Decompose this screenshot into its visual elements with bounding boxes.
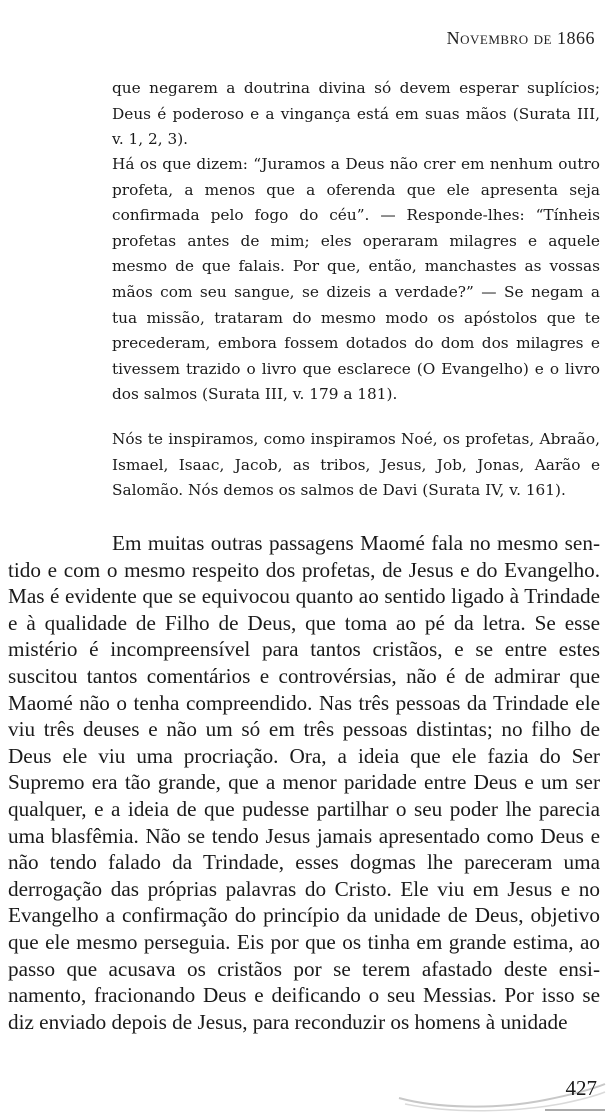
quote-paragraph: Há os que dizem: “Juramos a Deus não crer em nenhum outro profeta, a menos que a oferenda que ele apresenta seja confirmada pelo fogo do céu”. — Responde-lhes: “Tínheis profetas antes de mim; eles operaram milagres e aquele mesmo de que falais. Por que, então, manchastes as vossas mãos com seu sangue, se dizeis a verdade?” — Se negam a tua missão, trataram do mesmo modo os apóstolos que te precederam, embora fossem dotados do dom dos milagres e tivessem trazido o livro que esclarece (O Evangelho) e o livro dos salmos (Surata III, v. 179 a 181). bbox=[112, 155, 600, 404]
quote-paragraph: que negarem a doutrina divina só devem esperar suplícios; Deus é poderoso e a vingança está em suas mãos (Surata III, v. 1, 2, 3). bbox=[112, 79, 600, 149]
quote-block bbox=[112, 427, 600, 504]
running-header: Novembro de 1866 bbox=[446, 28, 595, 48]
body-paragraph: Em muitas outras passagens Maomé fala no mesmo sentido e com o mesmo respeito dos profetas, de Jesus e do Evangelho. Mas é evidente que se equivocou quanto ao sentido ligado à Trindade e à qualidade de Filho de Deus, que toma ao pé da letra. Se esse mistério é incompreensível para tantos cristãos, e se entre estes suscitou tantos comentários e controvérsias, não é de admirar que Maomé não o tenha compreendido. Nas três pessoas da Trindade ele viu três deuses e não um só em três pessoas distintas; no filho de Deus ele viu uma procriação. Ora, a ideia que ele fazia do Ser Supremo era tão grande, que a menor paridade entre Deus e um ser qualquer, e a ideia de que pudesse partilhar o seu poder lhe parecia uma blasfêmia. Não se tendo Jesus jamais apresentado como Deus e não tendo falado da Trindade, esses dogmas lhe pareceram uma derrogação das próprias palavras do Cristo. Ele viu em Jesus e no Evangelho a confirmação do princípio da unidade de Deus, objetivo que ele mesmo perseguia. Eis por que os tinha em grande estima, ao passo que acusava os cristãos por se terem afastado deste ensinamento, fracionando Deus e deificando o seu Messias. Por isso se diz enviado depois de Jesus, para reconduzir os homens à unidade bbox=[8, 531, 600, 1034]
page-number: 427 bbox=[565, 1076, 597, 1100]
quote-paragraph: Nós te inspiramos, como inspiramos Noé, os profetas, Abraão, Ismael, Isaac, Jacob, as tribos, Jesus, Job, Jonas, Aarão e Salomão. Nós demos os salmos de Davi (Surata IV, v. 161). bbox=[112, 430, 600, 500]
quote-block bbox=[112, 152, 600, 408]
quote-block bbox=[112, 76, 600, 153]
body-text bbox=[8, 530, 600, 1035]
